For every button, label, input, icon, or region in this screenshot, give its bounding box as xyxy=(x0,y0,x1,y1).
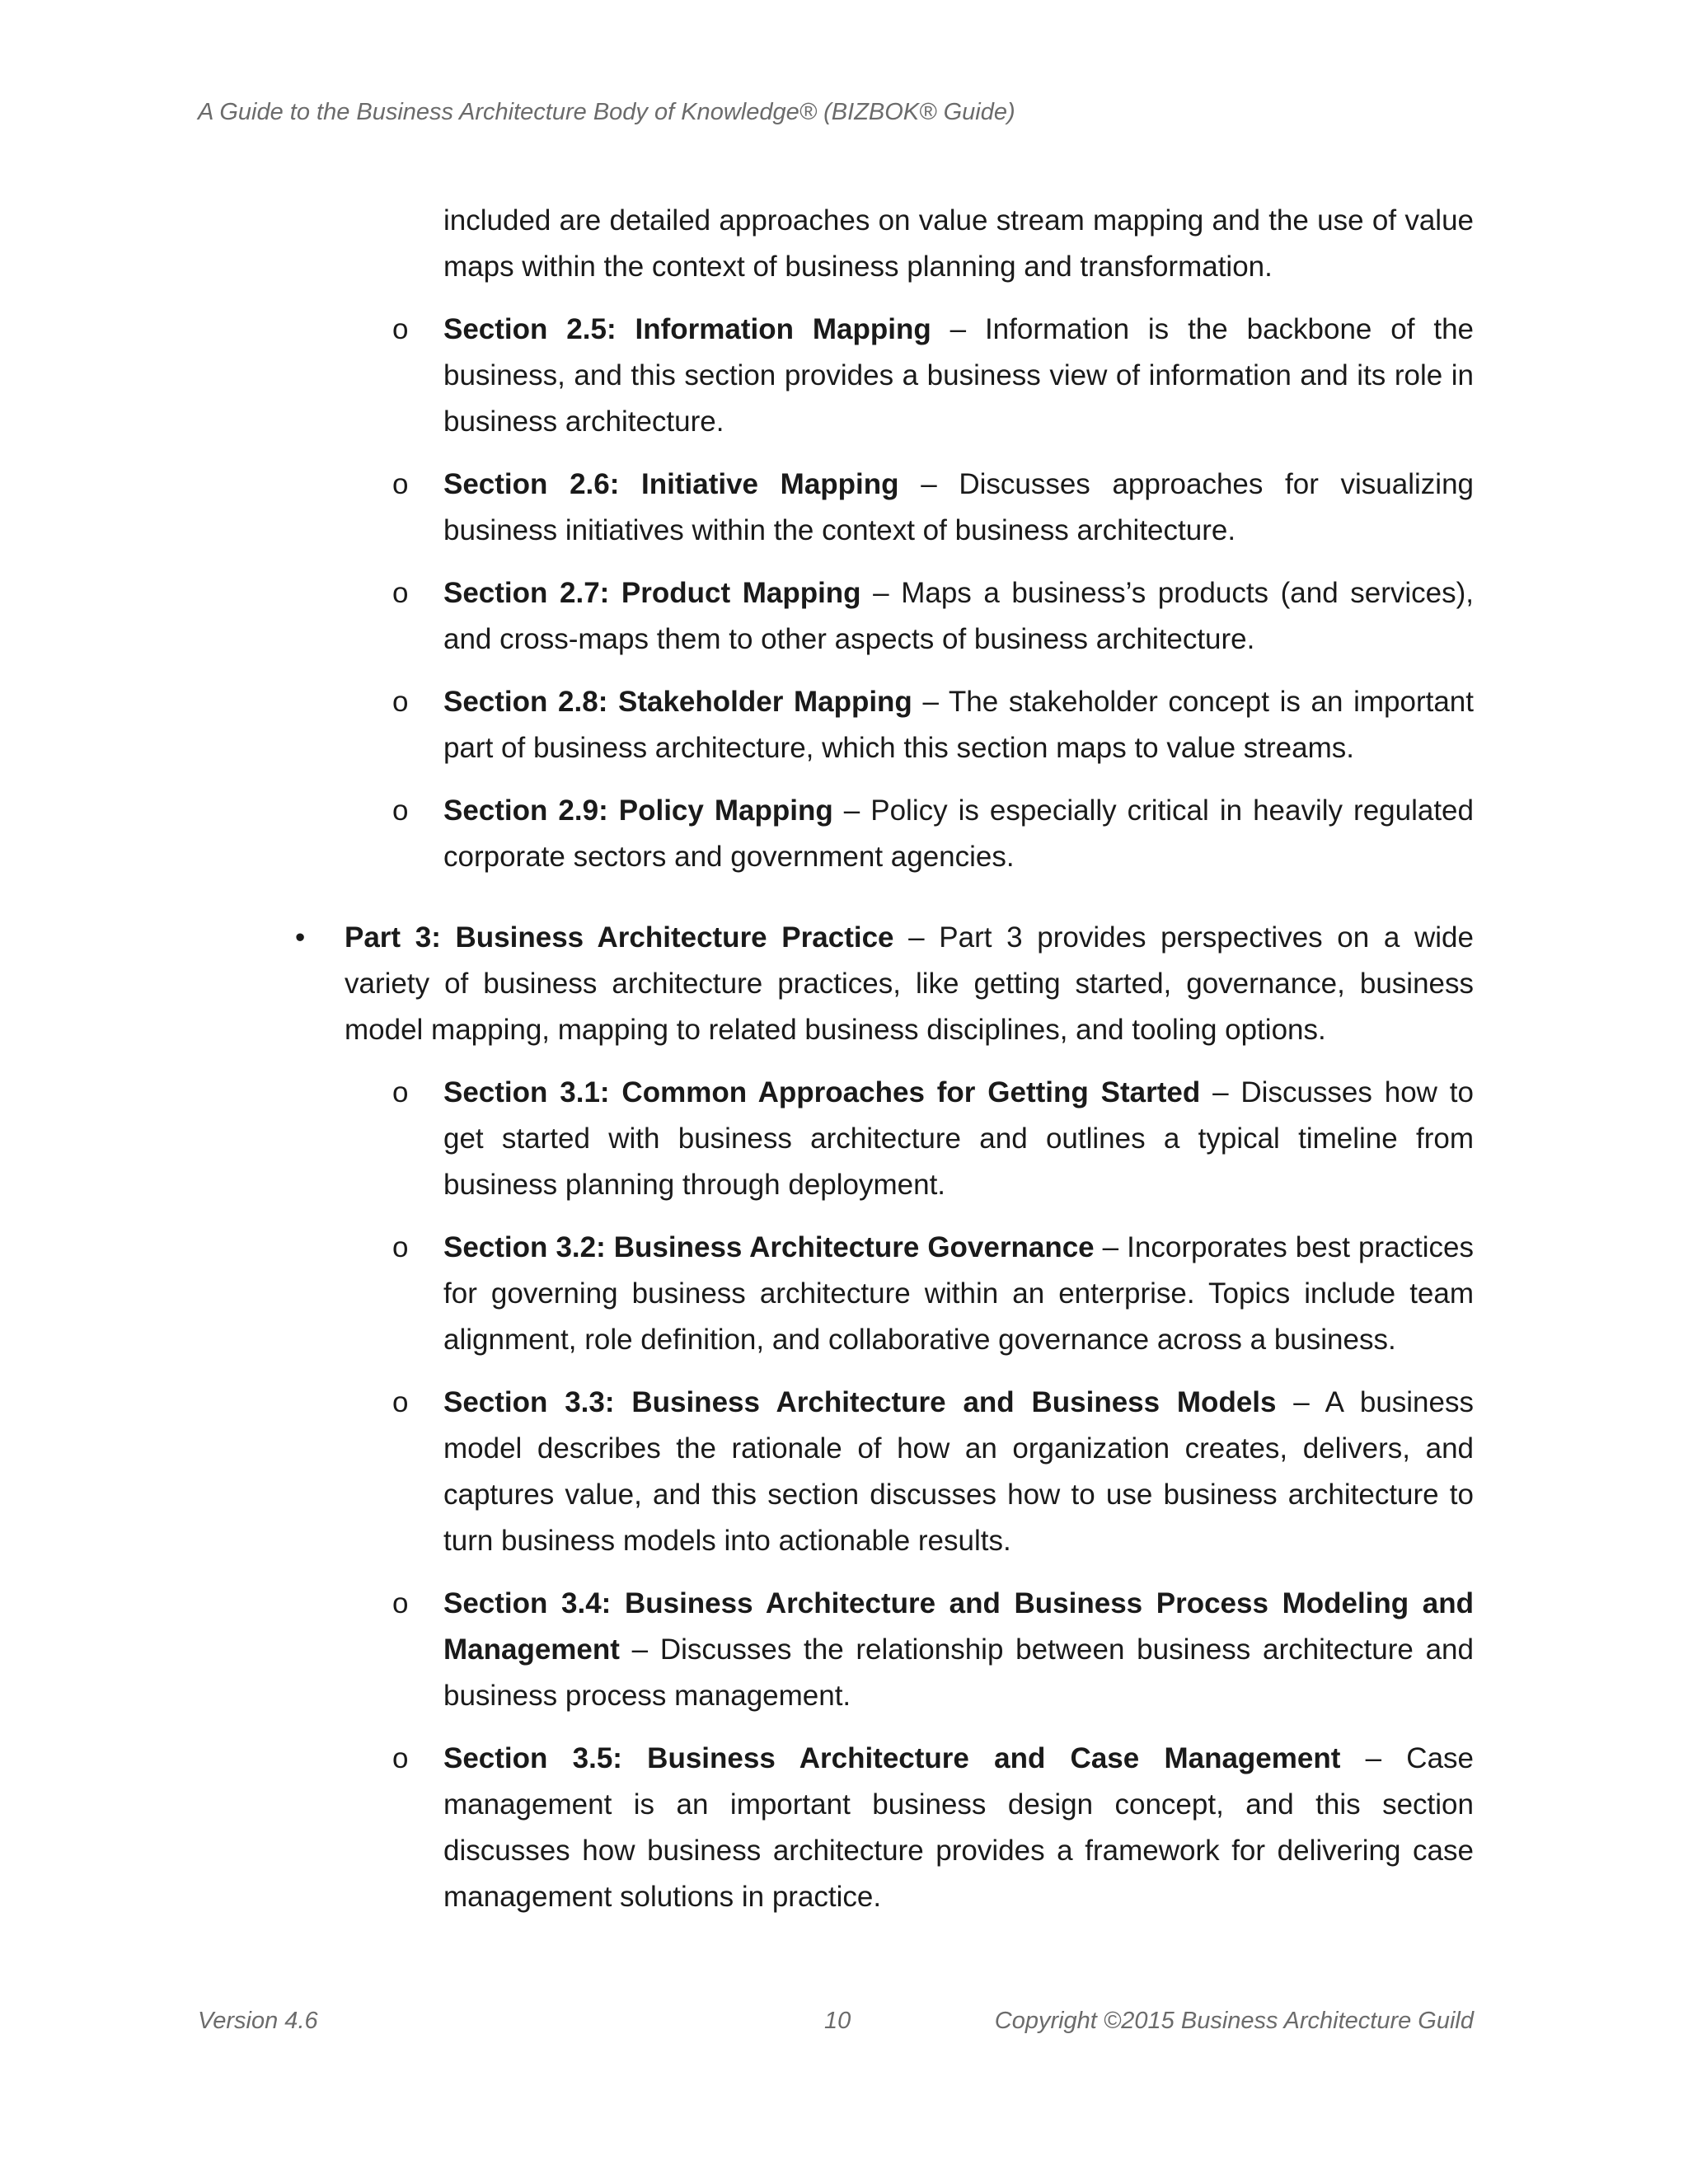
section-description: – Discusses how to get started with business architecture and outlines a typical timeline from business planning through deployment. xyxy=(443,1076,1474,1201)
page-body xyxy=(0,198,1688,1937)
footer-version: Version 4.6 xyxy=(198,2008,318,2034)
circle-bullet-icon: o xyxy=(392,1076,409,1108)
section-title: Section 2.6: Initiative Mapping xyxy=(443,468,899,500)
part-description: – Part 3 provides perspectives on a wide variety of business architecture practices, like getting started, governance, business model mapping, mapping to related business disciplines, and tooling options. xyxy=(345,921,1474,1046)
circle-bullet-icon: o xyxy=(392,686,409,718)
list-item-section-2-9 xyxy=(392,788,1474,880)
list-item-section-2-7 xyxy=(392,570,1475,663)
section-title: Section 2.5: Information Mapping xyxy=(443,313,931,345)
section-title: Section 3.4: Business Architecture and Business Process Modeling and Management xyxy=(443,1587,1474,1666)
list-item-section-3-5 xyxy=(392,1736,1475,1920)
section-title: Section 2.8: Stakeholder Mapping xyxy=(443,686,912,718)
circle-bullet-icon: o xyxy=(392,1587,409,1619)
list-item-section-2-6 xyxy=(392,462,1474,554)
spacer xyxy=(0,897,1688,915)
footer-copyright: Copyright ©2015 Business Architecture Guild xyxy=(994,2008,1474,2034)
list-item-section-2-5 xyxy=(392,307,1474,445)
circle-bullet-icon: o xyxy=(392,313,409,345)
section-description: – Information is the backbone of the business, and this section provides a business view of information and its role in business architecture. xyxy=(443,313,1474,438)
list-item-section-3-3 xyxy=(392,1380,1474,1564)
disc-bullet-icon: • xyxy=(295,921,306,954)
circle-bullet-icon: o xyxy=(392,1231,409,1263)
list-item-section-2-8 xyxy=(392,679,1474,771)
list-item-section-3-2 xyxy=(392,1225,1474,1363)
list-item-part-3 xyxy=(295,915,1474,1053)
circle-bullet-icon: o xyxy=(392,1386,409,1418)
section-title: Section 3.2: Business Architecture Governance xyxy=(443,1231,1095,1263)
section-title: Section 2.7: Product Mapping xyxy=(443,577,861,609)
circle-bullet-icon: o xyxy=(392,468,409,500)
section-description: – Case management is an important business design concept, and this section discusses how business architecture provides a framework for delivering case management solutions in practice. xyxy=(443,1742,1475,1913)
section-description: – Discusses the relationship between business architecture and business process management. xyxy=(443,1633,1474,1712)
section-description: – A business model describes the rationale of how an organization creates, delivers, and captures value, and this section discusses how to use business architecture to turn business models into actionable results. xyxy=(443,1386,1474,1557)
footer-page-number: 10 xyxy=(824,2008,851,2034)
circle-bullet-icon: o xyxy=(392,1742,409,1774)
circle-bullet-icon: o xyxy=(392,577,409,609)
circle-bullet-icon: o xyxy=(392,794,409,827)
section-title: Section 2.9: Policy Mapping xyxy=(443,794,833,827)
section-description: – Policy is especially critical in heavily regulated corporate sectors and government agencies. xyxy=(443,794,1474,873)
section-title: Section 3.1: Common Approaches for Getting Started xyxy=(443,1076,1201,1108)
list-item-section-3-4 xyxy=(392,1581,1474,1719)
section-title: Section 3.3: Business Architecture and Business Models xyxy=(443,1386,1277,1418)
section-description: – Maps a business’s products (and services), and cross-maps them to other aspects of business architecture. xyxy=(443,577,1475,655)
section-description: – Discusses approaches for visualizing business initiatives within the context of business architecture. xyxy=(443,468,1474,546)
section-title: Section 3.5: Business Architecture and Case Management xyxy=(443,1742,1341,1774)
section-description: – Incorporates best practices for governing business architecture within an enterprise. Topics include team alignment, role definition, and collaborative governance across a business. xyxy=(443,1231,1474,1356)
continuation-paragraph: included are detailed approaches on value stream mapping and the use of value maps within the context of business planning and transformation. xyxy=(443,204,1474,283)
part-title: Part 3: Business Architecture Practice xyxy=(345,921,894,954)
section-description: – The stakeholder concept is an important part of business architecture, which this section maps to value streams. xyxy=(443,686,1474,764)
running-header: A Guide to the Business Architecture Body of Knowledge® (BIZBOK® Guide) xyxy=(198,99,1015,125)
list-item-section-3-1 xyxy=(392,1070,1474,1208)
